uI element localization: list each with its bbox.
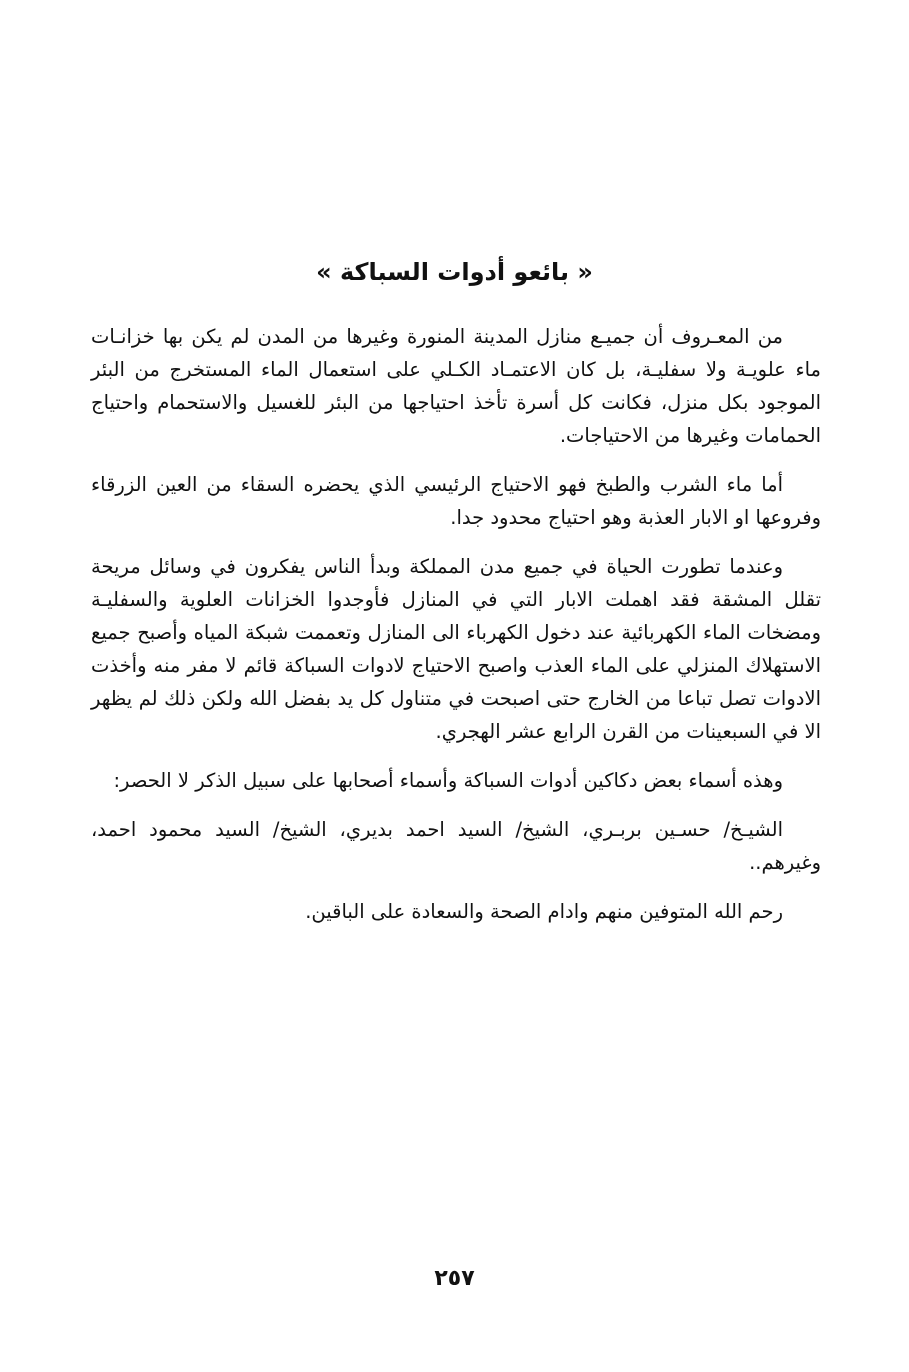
paragraph-4: وهذه أسماء بعض دكاكين أدوات السباكة وأسماء أصحابها على سبيل الذكر لا الحصر: — [113, 769, 783, 792]
paragraph-3: وعندما تطورت الحياة في جميع مدن المملكة وبدأ الناس يفكرون في وسائل مريحة تقلل المشقة فقد اهملت الابار التي في المنازل فأوجدوا الخزانات العلوية والسفليـة ومضخات الماء الكهربائية عند دخول الكهرباء الى المنازل وتعممت شبكة المياه وأصبح جميع الاستهلاك المنزلي على الماء العذب واصبح الاحتياج لادوات السباكة قائم لا مفر منه وأخذت الادوات تصل تباعا من الخارج حتى اصبحت في متناول كل يد بفضل الله ولكن ذلك لم يظهر الا في السبعينات من القرن الرابع عشر الهجري. — [91, 555, 821, 743]
paragraph-2: أما ماء الشرب والطبخ فهو الاحتياج الرئيسي الذي يحضره السقاء من العين الزرقاء وفروعها او الابار العذبة وهو احتياج محدود جدا. — [91, 473, 821, 529]
page-number: ٢٥٧ — [434, 1266, 475, 1291]
chapter-title: « بائعو أدوات السباكة » — [316, 258, 593, 286]
paragraph-1: من المعـروف أن جميـع منازل المدينة المنورة وغيرها من المدن لم يكن بها خزانـات ماء علويـة ولا سفليـة، بل كان الاعتمـاد الكـلي على استعمال الماء المستخرج من البئر الموجود بكل منزل، فكانت كل أسرة تأخذ احتياجها من البئر للغسيل والاستحمام واحتياج الحمامات وغيرها من الاحتياجات. — [91, 325, 821, 447]
paragraph-5: الشيـخ/ حسـين بربـري، الشيخ/ السيد احمد بديري، الشيخ/ السيد محمود احمد، وغيرهم.. — [91, 818, 821, 874]
paragraph-6: رحم الله المتوفين منهم وادام الصحة والسعادة على الباقين. — [305, 900, 783, 923]
body-text — [91, 320, 821, 944]
